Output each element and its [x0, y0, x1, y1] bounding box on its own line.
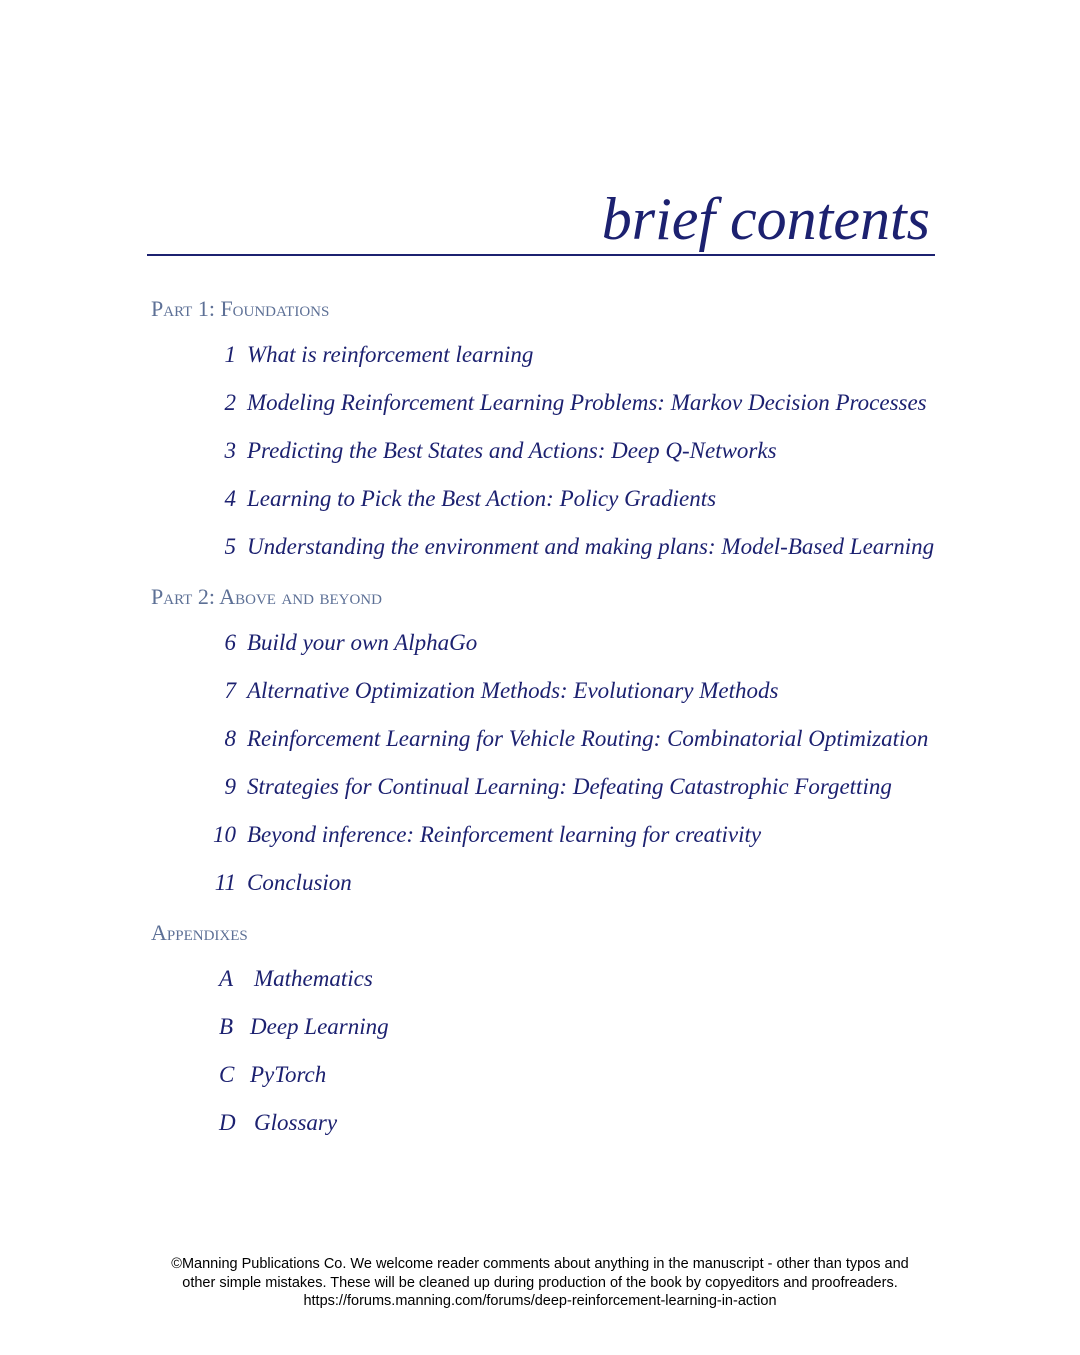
copyright-footer [0, 1255, 1080, 1311]
appendix-letter: B [219, 1014, 234, 1039]
chapter-number: 6 [224, 630, 236, 655]
appendix-title: Mathematics [254, 966, 373, 991]
appendix-title: PyTorch [250, 1062, 327, 1087]
appendix-title: Glossary [254, 1110, 338, 1135]
part-heading: Appendixes [151, 920, 248, 945]
page-title: brief contents [601, 186, 930, 252]
chapter-title: Conclusion [247, 870, 352, 895]
chapter-number: 3 [224, 438, 236, 463]
chapter-title: Understanding the environment and making plans: Model-Based Learning [247, 534, 935, 559]
appendix-title: Deep Learning [250, 1014, 389, 1039]
chapter-number: 5 [224, 534, 236, 559]
appendix-letter: A [219, 966, 234, 991]
chapter-number: 11 [214, 870, 236, 895]
chapter-title: Predicting the Best States and Actions: Deep Q-Networks [247, 438, 777, 463]
appendix-letter: D [219, 1110, 236, 1135]
chapter-title: Strategies for Continual Learning: Defeating Catastrophic Forgetting [247, 774, 892, 799]
footer-line: other simple mistakes. These will be cleaned up during production of the book by copyeditors and proofreaders. [182, 1274, 898, 1291]
part-heading: Part 1: Foundations [151, 296, 330, 321]
title-divider [147, 254, 935, 256]
chapter-title: What is reinforcement learning [247, 342, 534, 367]
chapter-title: Learning to Pick the Best Action: Policy Gradients [247, 486, 717, 511]
chapter-title: Beyond inference: Reinforcement learning for creativity [247, 822, 762, 847]
chapter-number: 10 [213, 822, 236, 847]
chapter-title: Build your own AlphaGo [247, 630, 478, 655]
chapter-number: 7 [224, 678, 236, 703]
forum-link[interactable]: https://forums.manning.com/forums/deep-reinforcement-learning-in-action [303, 1293, 777, 1309]
part-heading: Part 2: Above and beyond [151, 584, 382, 609]
chapter-number: 1 [224, 342, 236, 367]
chapter-title: Alternative Optimization Methods: Evolutionary Methods [247, 678, 779, 703]
appendix-letter: C [219, 1062, 235, 1087]
chapter-title: Reinforcement Learning for Vehicle Routing: Combinatorial Optimization [247, 726, 929, 751]
footer-line: ©Manning Publications Co. We welcome reader comments about anything in the manuscript - other than typos and [171, 1256, 909, 1272]
chapter-title: Modeling Reinforcement Learning Problems: Markov Decision Processes [247, 390, 927, 415]
chapter-number: 2 [224, 390, 236, 415]
chapter-number: 4 [224, 486, 236, 511]
chapter-number: 9 [224, 774, 236, 799]
chapter-number: 8 [224, 726, 236, 751]
